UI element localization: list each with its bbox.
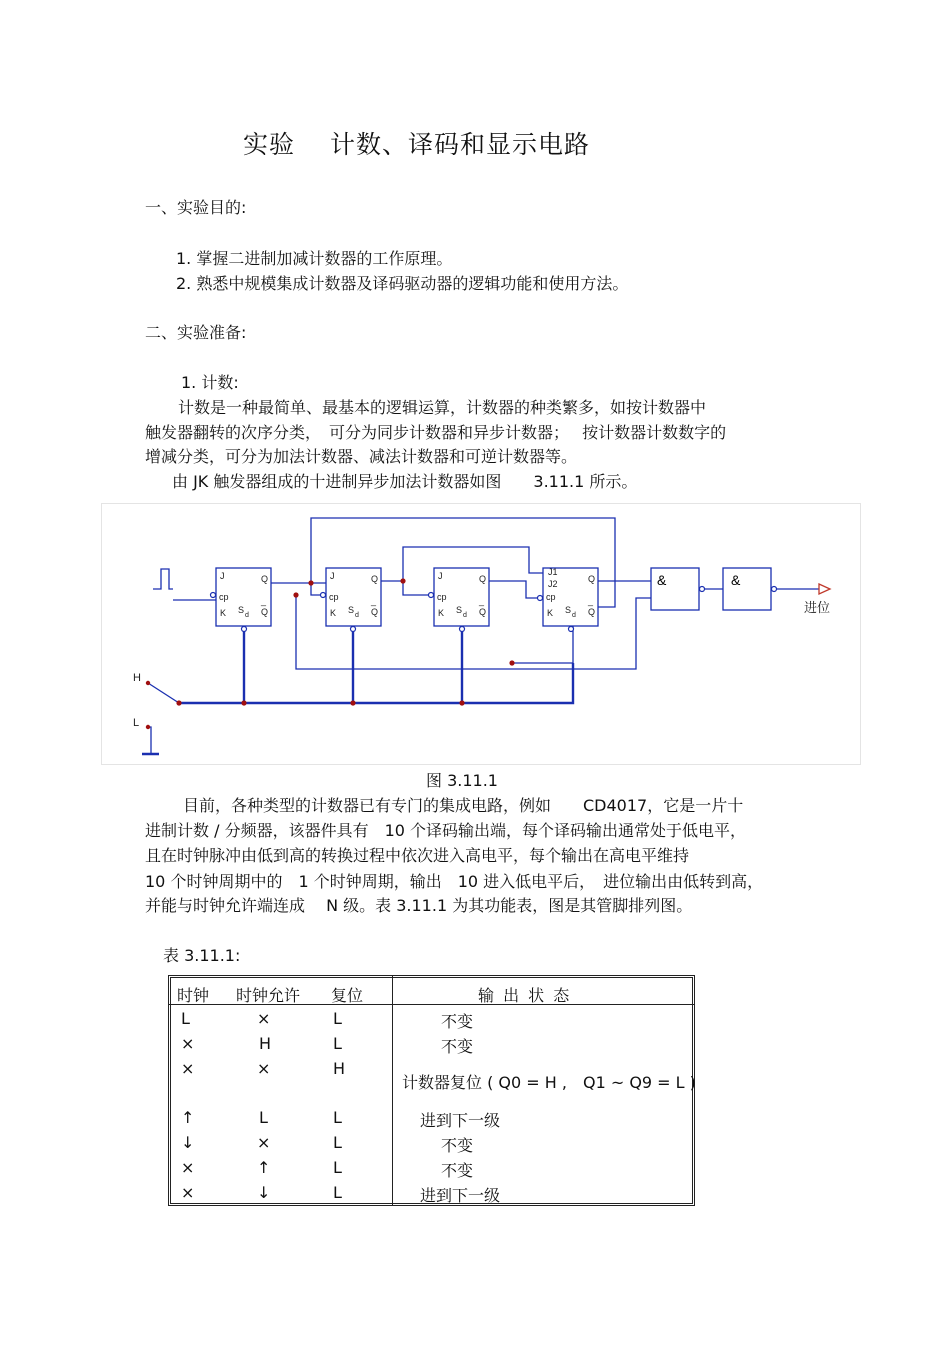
table-cell-r6-c2: ↑ (257, 1158, 271, 1177)
table-cell-r5-c2: × (257, 1133, 271, 1152)
page-title: 实验 计数、译码和显示电路 (243, 130, 590, 159)
table-cell-r3-c1: × (181, 1059, 195, 1078)
table-column-divider (392, 975, 393, 1206)
table-cell-r6-c4: 不变 (441, 1161, 474, 1180)
table-cell-r7-c1: × (181, 1183, 195, 1202)
ff1-k-label: K (220, 608, 227, 618)
table-cell-r6-c3: L (333, 1158, 342, 1177)
ff1-sd-label: S (238, 605, 245, 615)
svg-text:&: & (657, 572, 667, 588)
ff3-k-label: K (438, 608, 445, 618)
section2-heading: 二、实验准备: (145, 323, 247, 342)
svg-text:&: & (731, 572, 741, 588)
table-cell-r1-c3: L (333, 1009, 342, 1028)
table-cell-r4-c3: L (333, 1108, 342, 1127)
table-cell-r6-c1: × (181, 1158, 195, 1177)
table-cell-r3-c2: × (257, 1059, 271, 1078)
ff2-k-label: K (330, 608, 337, 618)
table-cell-r5-c4: 不变 (441, 1136, 474, 1155)
ff4-sd-sub-label: d (572, 612, 576, 619)
ff4-cp-label: cp (546, 592, 556, 602)
switch-l-label: L (133, 717, 140, 729)
para2-line-5: 并能与时钟允许端连成 N 级。表 3.11.1 为其功能表，图是其管脚排列图。 (145, 896, 693, 915)
table-cell-r5-c3: L (333, 1133, 342, 1152)
para1-line-4: 由 JK 触发器组成的十进制异步加法计数器如图 3.11.1 所示。 (172, 472, 638, 491)
ff1-j-label: J (220, 571, 225, 581)
and-gate-2 (723, 568, 771, 610)
ff2-qbar-label: Q (371, 607, 379, 617)
table-cell-r2-c4: 不变 (441, 1037, 474, 1056)
objective-item-2: 2. 熟悉中规模集成计数器及译码驱动器的逻辑功能和使用方法。 (176, 274, 629, 293)
counter-circuit-diagram (101, 503, 861, 765)
ff3-qbar-overline: _ (479, 596, 485, 606)
table-header-clock: 时钟 (177, 986, 210, 1005)
ff4-j2-label: J2 (548, 579, 558, 589)
table-cell-r4-c1: ↑ (181, 1108, 195, 1127)
section1-heading: 一、实验目的: (145, 198, 247, 217)
table-header-reset: 复位 (331, 986, 364, 1005)
table-cell-r7-c4: 进到下一级 (420, 1186, 501, 1205)
ff1-qbar-overline: _ (261, 596, 267, 606)
ff4-k-label: K (547, 608, 554, 618)
figure-caption: 图 3.11.1 (426, 771, 498, 790)
ff2-cp-label: cp (329, 592, 339, 602)
para2-line-3: 且在时钟脉冲由低到高的转换过程中依次进入高电平，每个输出在高电平维持 (145, 846, 690, 865)
para2-line-2: 进制计数 / 分频器，该器件具有 10 个译码输出端，每个译码输出通常处于低电平， (145, 821, 747, 840)
table-cell-r5-c1: ↓ (181, 1133, 195, 1152)
ff3-q-label: Q (479, 574, 487, 584)
ff4-sd-label: S (565, 605, 572, 615)
table-cell-r1-c4: 不变 (441, 1012, 474, 1031)
para2-line-4: 10 个时钟周期中的 1 个时钟周期，输出 10 进入低电平后， 进位输出由低转到高， (145, 872, 764, 891)
ff4-q-label: Q (588, 574, 596, 584)
ff3-qbar-label: Q (479, 607, 487, 617)
para1-line-2: 触发器翻转的次序分类， 可分为同步计数器和异步计数器； 按计数器计数数字的 (145, 423, 727, 442)
ff4-qbar-overline: _ (588, 596, 594, 606)
ff2-sd-sub-label: d (355, 612, 359, 619)
ff3-j-label: J (438, 571, 443, 581)
ff1-qbar-label: Q (261, 607, 269, 617)
ff3-sd-label: S (456, 605, 463, 615)
table-cell-r4-c2: L (259, 1108, 268, 1127)
para1-line-3: 增减分类，可分为加法计数器、减法计数器和可逆计数器等。 (145, 447, 578, 466)
ff2-j-label: J (330, 571, 335, 581)
table-cell-r4-c4: 进到下一级 (420, 1111, 501, 1130)
ff3-sd-sub-label: d (463, 612, 467, 619)
table-cell-r7-c3: L (333, 1183, 342, 1202)
para2-line-1: 目前，各种类型的计数器已有专门的集成电路，例如 CD4017，它是一片十 (183, 796, 744, 815)
table-cell-r7-c2: ↓ (257, 1183, 271, 1202)
and-gate-1 (651, 568, 699, 610)
ff2-sd-label: S (348, 605, 355, 615)
ff4-j1-label: J1 (548, 567, 558, 577)
table-cell-r1-c2: × (257, 1009, 271, 1028)
table-label: 表 3.11.1: (163, 946, 241, 965)
ff4-qbar-label: Q (588, 607, 596, 617)
table-cell-r3-c4: 计数器复位 ( Q0 = H , Q1 ~ Q9 = L ) (402, 1073, 696, 1092)
ff2-qbar-overline: _ (371, 596, 377, 606)
ff1-sd-sub-label: d (245, 612, 249, 619)
table-cell-r2-c2: H (259, 1034, 272, 1053)
para1-line-1: 计数是一种最简单、最基本的逻辑运算，计数器的种类繁多，如按计数器中 (178, 398, 707, 417)
table-cell-r1-c1: L (181, 1009, 190, 1028)
ff1-cp-label: cp (219, 592, 229, 602)
objective-item-1: 1. 掌握二进制加减计数器的工作原理。 (176, 249, 453, 268)
figure-frame (102, 504, 861, 765)
table-header-output: 输 出 状 态 (478, 986, 572, 1005)
table-cell-r3-c3: H (333, 1059, 346, 1078)
table-cell-r2-c3: L (333, 1034, 342, 1053)
carry-label: 进位 (804, 600, 831, 615)
table-cell-r2-c1: × (181, 1034, 195, 1053)
ff1-q-label: Q (261, 574, 269, 584)
switch-h-label: H (133, 672, 141, 684)
table-header-enable: 时钟允许 (236, 986, 301, 1005)
ff2-q-label: Q (371, 574, 379, 584)
ff3-cp-label: cp (437, 592, 447, 602)
subsection-counting: 1. 计数: (181, 373, 239, 392)
